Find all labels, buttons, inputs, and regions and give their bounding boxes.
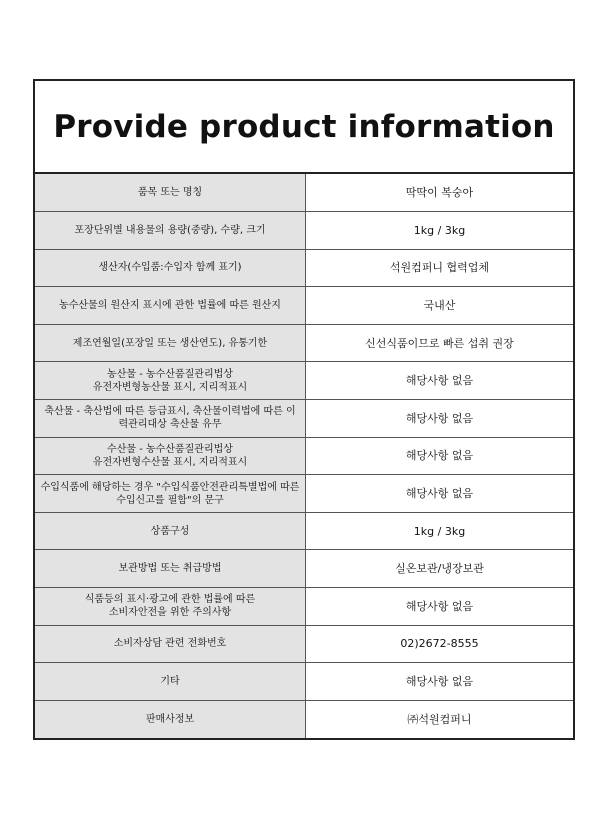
table-row [35,475,573,513]
row-label: 생산자(수입품:수입자 함께 표기) [35,249,306,287]
row-value: 해당사항 없음 [306,437,574,475]
row-label: 보관방법 또는 취급방법 [35,550,306,588]
info-table [35,174,573,738]
table-row [35,550,573,588]
row-label: 기타 [35,663,306,701]
row-label: 농산물 - 농수산품질관리법상 유전자변형농산물 표시, 지리적표시 [35,362,306,400]
page-title: Provide product information [35,81,573,174]
row-label: 상품구성 [35,512,306,550]
row-label: 농수산물의 원산지 표시에 관한 법률에 따른 원산지 [35,287,306,325]
table-row [35,625,573,663]
row-value: 1kg / 3kg [306,512,574,550]
row-value: 해당사항 없음 [306,663,574,701]
row-value: ㈜석원컴퍼니 [306,700,574,738]
row-label: 수산물 - 농수산품질관리법상 유전자변형수산물 표시, 지리적표시 [35,437,306,475]
table-row [35,287,573,325]
row-value: 해당사항 없음 [306,362,574,400]
table-row [35,437,573,475]
row-value: 석원컴퍼니 협력업체 [306,249,574,287]
row-value: 신선식품이므로 빠른 섭취 권장 [306,324,574,362]
table-row [35,663,573,701]
row-label: 식품등의 표시·광고에 관한 법률에 따른 소비자안전을 위한 주의사항 [35,588,306,626]
product-info-document [33,79,575,740]
row-value: 해당사항 없음 [306,400,574,438]
row-value: 해당사항 없음 [306,475,574,513]
table-row [35,400,573,438]
row-label: 판매사정보 [35,700,306,738]
row-value: 1kg / 3kg [306,212,574,250]
table-row [35,212,573,250]
row-value: 02)2672-8555 [306,625,574,663]
row-value: 국내산 [306,287,574,325]
row-value: 해당사항 없음 [306,588,574,626]
table-row [35,512,573,550]
row-label: 포장단위별 내용물의 용량(중량), 수량, 크기 [35,212,306,250]
table-row [35,249,573,287]
table-row [35,174,573,212]
row-label: 품목 또는 명칭 [35,174,306,212]
table-row [35,362,573,400]
table-row [35,324,573,362]
row-label: 소비자상담 관련 전화번호 [35,625,306,663]
row-value: 실온보관/냉장보관 [306,550,574,588]
table-row [35,700,573,738]
row-value: 딱딱이 복숭아 [306,174,574,212]
row-label: 축산물 - 축산법에 따른 등급표시, 축산물이력법에 따른 이 력관리대상 축산물 유무 [35,400,306,438]
row-label: 수입식품에 해당하는 경우 "수입식품안전관리특별법에 따른 수입신고를 필함"의 문구 [35,475,306,513]
table-row [35,588,573,626]
row-label: 제조연월일(포장일 또는 생산연도), 유통기한 [35,324,306,362]
